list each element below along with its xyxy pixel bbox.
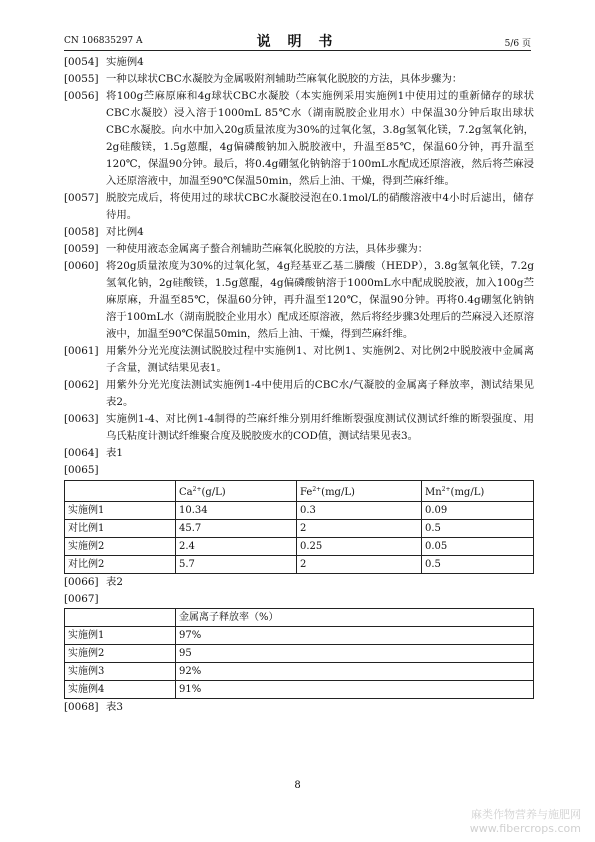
table-row <box>65 520 534 538</box>
table-cell: 实施例2 <box>65 538 176 556</box>
paragraph-text: 表3 <box>106 701 124 713</box>
paragraph <box>64 54 534 71</box>
paragraph <box>64 574 534 591</box>
watermark-line2: www.fibercrops.com <box>469 822 581 835</box>
table-cell: 0.05 <box>422 538 534 556</box>
paragraph-number: [0057] <box>64 192 99 204</box>
table-cell: 0.5 <box>422 556 534 574</box>
column-header <box>297 481 422 502</box>
paragraph-text: 实施例1-4、对比例1-4制得的苎麻纤维分别用纤维断裂强度测试仪测试纤维的断裂强度、用乌氏粘度计测试纤维聚合度及脱胶废水的COD值，测试结果见表3。 <box>106 413 534 442</box>
unit: (mg/L) <box>450 487 485 498</box>
paragraph-number: [0056] <box>64 90 99 102</box>
table-cell: 0.25 <box>297 538 422 556</box>
table-header-row <box>65 481 534 502</box>
table-cell: 0.09 <box>422 502 534 520</box>
table-cell: 2.4 <box>176 538 297 556</box>
paragraph-text: 表1 <box>106 447 124 459</box>
ion-charge: 2+ <box>312 486 322 493</box>
paragraph <box>64 241 534 258</box>
watermark-line1: 麻类作物营养与施肥网 <box>471 808 581 821</box>
paragraph-text <box>106 462 534 479</box>
table-cell: 对比例1 <box>65 520 176 538</box>
page-header <box>64 30 531 50</box>
table-cell: 91% <box>176 681 534 699</box>
paragraph <box>64 462 534 479</box>
column-header <box>65 609 176 627</box>
table-2 <box>64 608 534 699</box>
table-cell: 92% <box>176 663 534 681</box>
document-title: 说 明 书 <box>256 34 339 50</box>
column-header <box>65 481 176 502</box>
paragraph <box>64 591 534 608</box>
paragraph <box>64 258 534 343</box>
header-rule <box>64 50 531 51</box>
table-cell: 5.7 <box>176 556 297 574</box>
table-cell: 45.7 <box>176 520 297 538</box>
table-cell: 2 <box>297 556 422 574</box>
table-cell: 实施例1 <box>65 502 176 520</box>
paragraph <box>64 88 534 190</box>
patent-number: CN 106835297 A <box>64 36 143 46</box>
paragraph-text: 用紫外分光光度法测试实施例1-4中使用后的CBC水/气凝胶的金属离子释放率，测试结果见表2。 <box>106 379 534 408</box>
paragraph-text: 将20g质量浓度为30%的过氧化氢，4g羟基亚乙基二膦酸（HEDP），3.8g氢氧化镁，7.2g氢氧化钠，2g硅酸镁，1.5g蒽醌，4g偏磷酸钠溶于1000mL水中配成脱胶液，加入100g苎麻原麻，升温至85℃，保温60分钟，再升温至120℃，保温90分钟。再将0.4g硼氢化钠钠溶于100mL水（湖南脱胶企业用水）配成还原溶液，然后将经步骤3处理后的苎麻浸入还原溶液中，加温至90℃保温50min，然后上油、干燥，得到苎麻纤维。 <box>106 260 534 340</box>
paragraph-number: [0064] <box>64 447 99 459</box>
table-row <box>65 627 534 645</box>
column-header <box>422 481 534 502</box>
paragraph <box>64 190 534 224</box>
ion-charge: 2+ <box>441 486 451 493</box>
table-row <box>65 681 534 699</box>
paragraph-number: [0067] <box>64 593 99 605</box>
paragraph-number: [0059] <box>64 243 99 255</box>
paragraph-number: [0063] <box>64 413 99 425</box>
table-row <box>65 502 534 520</box>
table-row <box>65 663 534 681</box>
paragraph-number: [0068] <box>64 701 99 713</box>
unit: (mg/L) <box>321 487 355 498</box>
ion-symbol: Mn <box>425 487 442 498</box>
table-cell: 2 <box>297 520 422 538</box>
table-row <box>65 556 534 574</box>
paragraph <box>64 411 534 445</box>
paragraph <box>64 71 534 88</box>
paragraph-number: [0061] <box>64 345 99 357</box>
paragraph <box>64 445 534 462</box>
table-cell: 0.3 <box>297 502 422 520</box>
paragraph <box>64 377 534 411</box>
unit: (g/L) <box>201 487 226 498</box>
paragraph-number: [0065] <box>64 464 99 476</box>
ion-charge: 2+ <box>192 486 202 493</box>
table-1 <box>64 480 534 574</box>
paragraph-text: 一种以球状CBC水凝胶为金属吸附剂辅助苎麻氧化脱胶的方法，具体步骤为： <box>106 73 463 85</box>
paragraph-text: 用紫外分光光度法测试脱胶过程中实施例1、对比例1、实施例2、对比例2中脱胶液中金属离子含量，测试结果见表1。 <box>106 345 534 374</box>
page-indicator: 5/6 页 <box>504 39 531 49</box>
paragraph-text: 对比例4 <box>106 226 144 238</box>
paragraph-number: [0066] <box>64 576 99 588</box>
column-header: 金属离子释放率（%） <box>176 609 534 627</box>
paragraph <box>64 343 534 377</box>
table-cell: 实施例2 <box>65 645 176 663</box>
table-cell: 97% <box>176 627 534 645</box>
paragraph-number: [0055] <box>64 73 99 85</box>
paragraph-number: [0060] <box>64 260 99 272</box>
column-header <box>176 481 297 502</box>
table-header-row <box>65 609 534 627</box>
paragraph-number: [0062] <box>64 379 99 391</box>
paragraph-number: [0054] <box>64 56 99 68</box>
ion-symbol: Ca <box>179 487 193 498</box>
ion-symbol: Fe <box>300 487 313 498</box>
table-cell: 实施例3 <box>65 663 176 681</box>
table-cell: 实施例4 <box>65 681 176 699</box>
table-cell: 10.34 <box>176 502 297 520</box>
paragraph-text: 实施例4 <box>106 56 144 68</box>
table-row <box>65 538 534 556</box>
paragraph-text: 将100g苎麻原麻和4g球状CBC水凝胶（本实施例采用实施例1中使用过的重新储存的球状CBC水凝胶）浸入溶于1000mL 85℃水（湖南脱胶企业用水）中保温30分钟后取出球状CBC水凝胶。向水中加入20g质量浓度为30%的过氧化氢，3.8g氢氧化镁，7.2g氢氧化钠，2g硅酸镁，1.5g蒽醌，4g偏磷酸钠加入脱胶液中，升温至85℃，保温60分钟，再升温至120℃，保温90分钟。最后，将0.4g硼氢化钠钠溶于100mL水配成还原溶液，然后将苎麻浸入还原溶液中，加温至90℃保温50min，然后上油、干燥，得到苎麻纤维。 <box>106 90 534 187</box>
paragraph <box>64 224 534 241</box>
watermark-logo-text <box>470 808 581 836</box>
table-cell: 0.5 <box>422 520 534 538</box>
paragraph <box>64 699 534 716</box>
paragraph-number: [0058] <box>64 226 99 238</box>
paragraph-text: 脱胶完成后，将使用过的球状CBC水凝胶浸泡在0.1mol/L的硝酸溶液中4小时后滤出，储存待用。 <box>106 192 534 221</box>
paragraph-text: 表2 <box>106 576 124 588</box>
paragraph-text <box>106 591 534 608</box>
document-body <box>64 54 534 716</box>
paragraph-text: 一种使用液态金属离子螯合剂辅助苎麻氧化脱胶的方法，具体步骤为： <box>106 243 429 255</box>
page-number: 8 <box>294 780 301 791</box>
table-cell: 对比例2 <box>65 556 176 574</box>
table-cell: 95 <box>176 645 534 663</box>
table-row <box>65 645 534 663</box>
table-cell: 实施例1 <box>65 627 176 645</box>
